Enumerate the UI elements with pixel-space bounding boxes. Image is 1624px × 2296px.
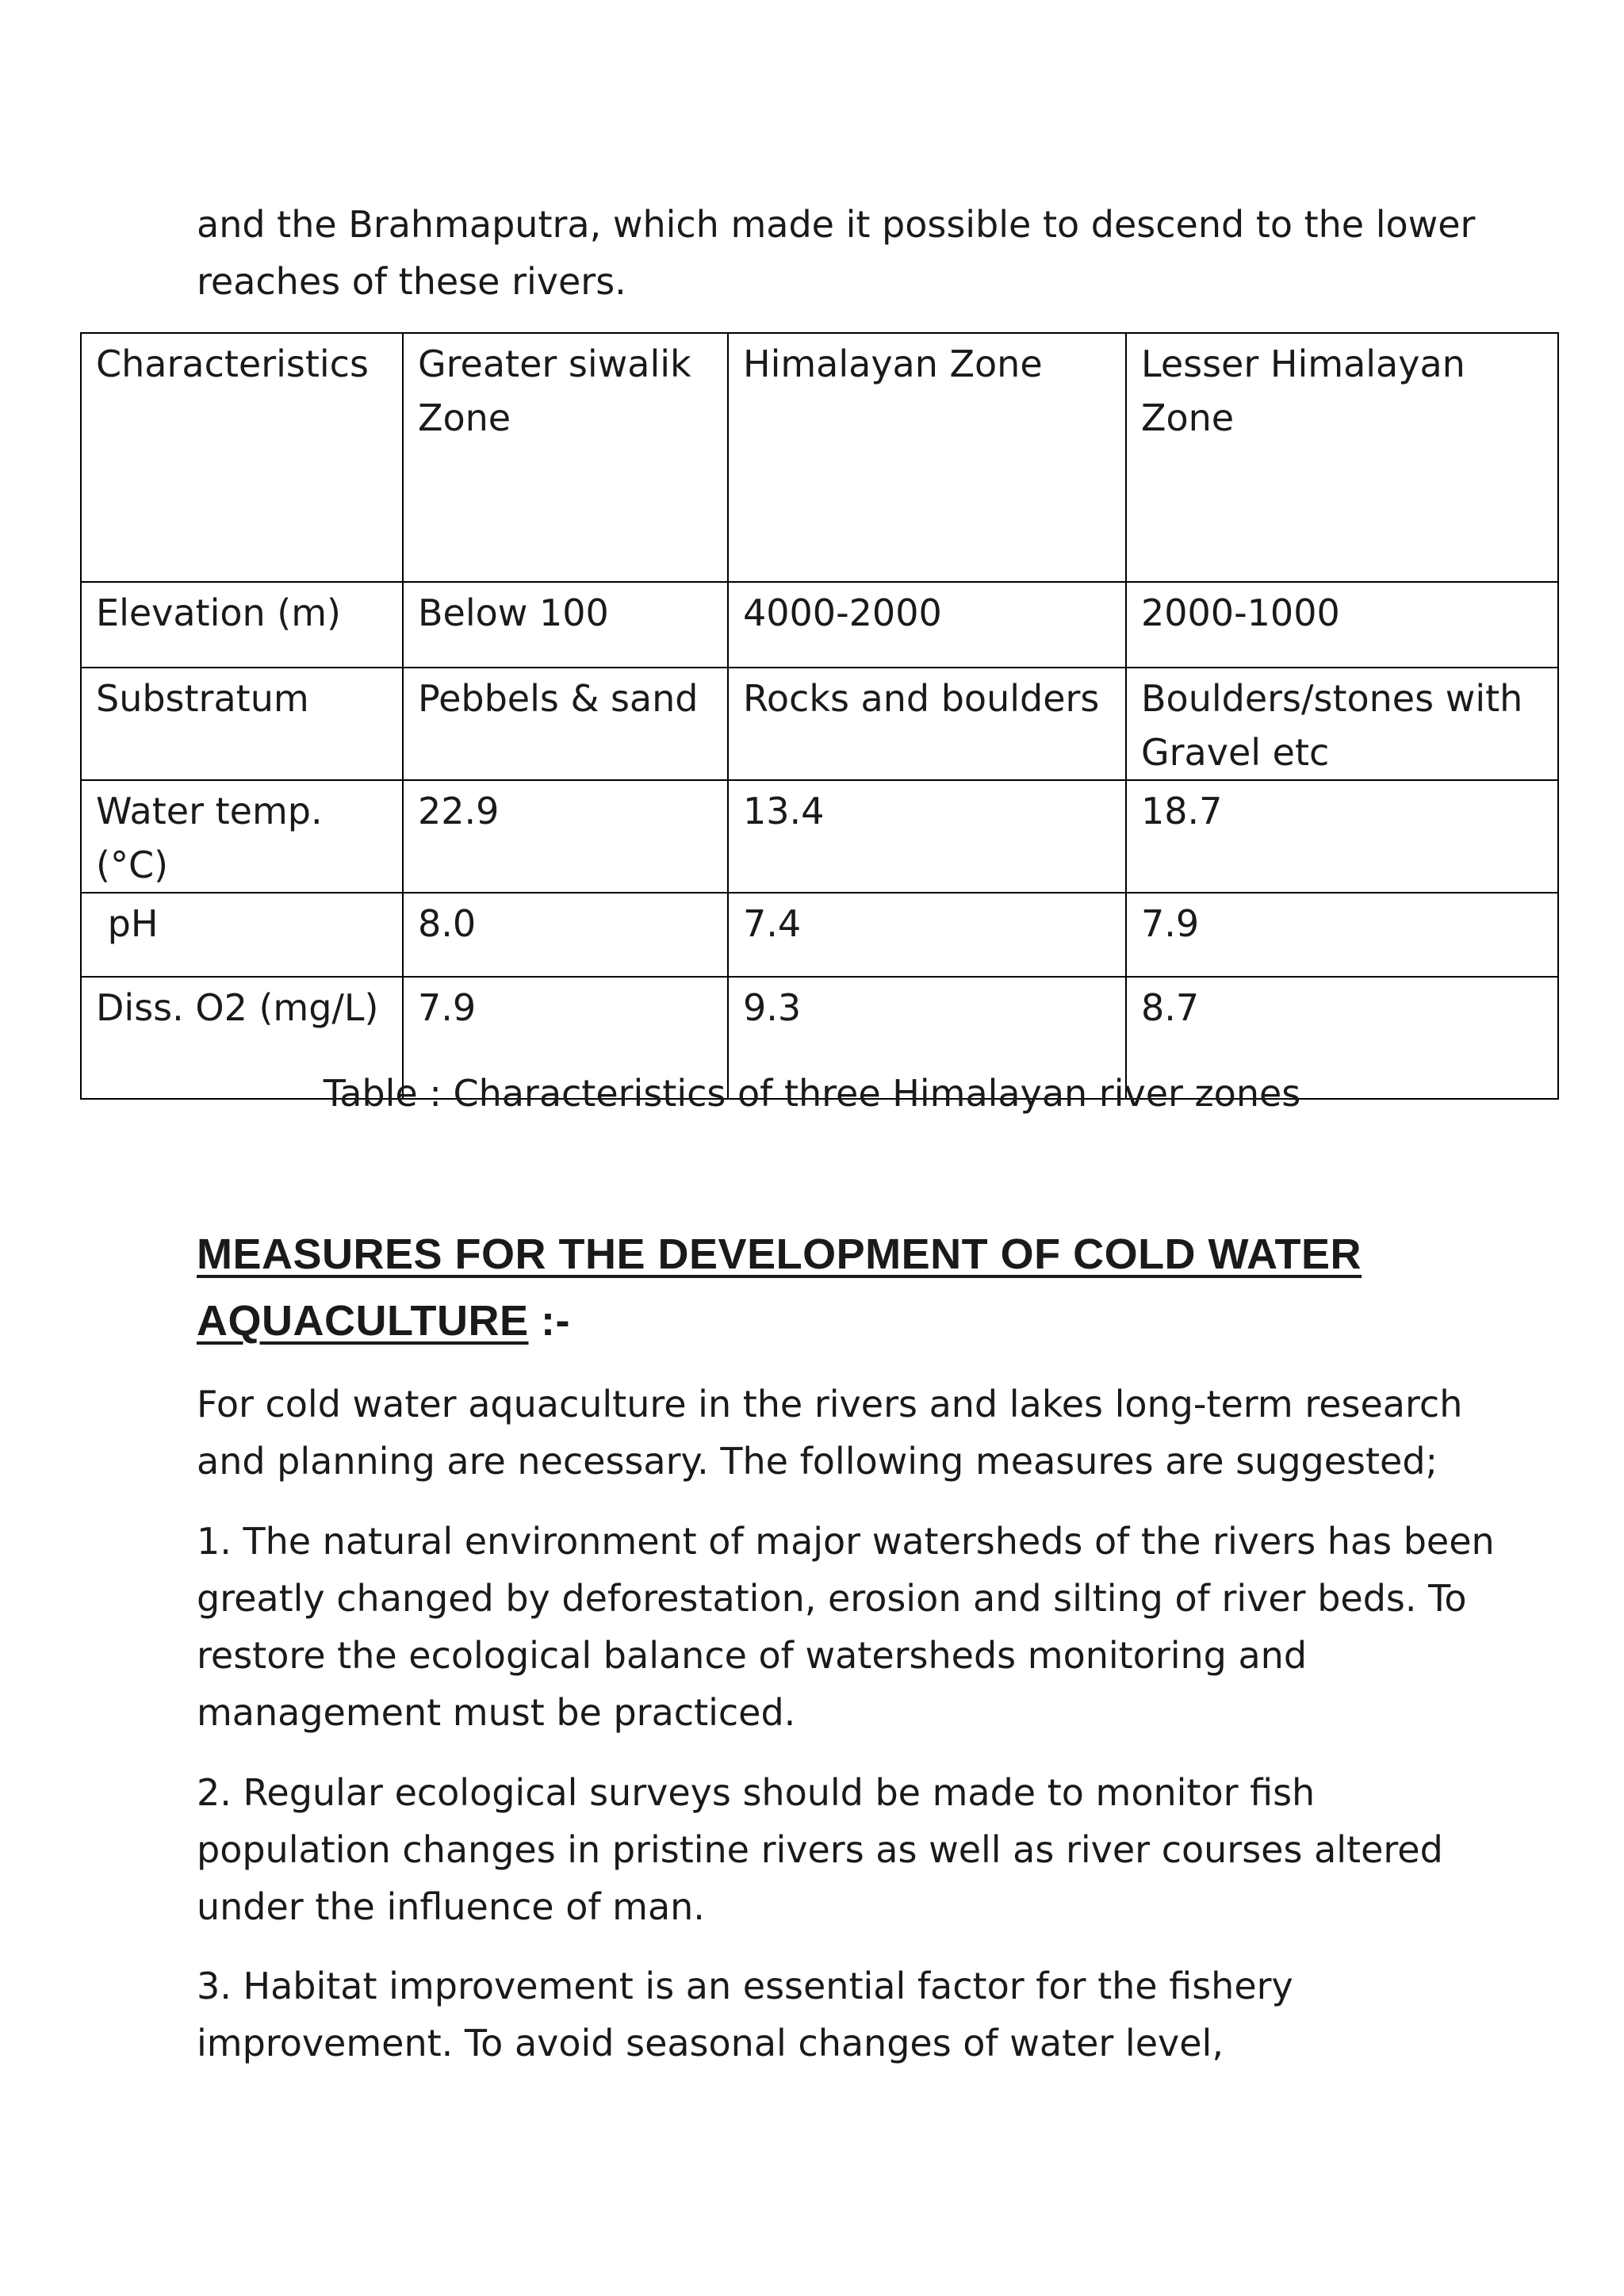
- table-cell: 2000-1000: [1126, 582, 1558, 668]
- table-cell: 4000-2000: [728, 582, 1126, 668]
- table-cell: Water temp.(°C): [81, 780, 403, 893]
- table-header-row: [81, 333, 1558, 582]
- table-cell: Substratum: [81, 668, 403, 780]
- table-row: [81, 668, 1558, 780]
- table-cell: 8.7: [1126, 977, 1558, 1099]
- table-header-cell: Characteristics: [81, 333, 403, 582]
- table-cell: 13.4: [728, 780, 1126, 893]
- table-header-cell: Greater siwalik Zone: [403, 333, 728, 582]
- section-heading-title: MEASURES FOR THE DEVELOPMENT OF COLD WATER AQUACULTURE: [197, 1230, 1362, 1345]
- table-cell: 7.9: [403, 977, 728, 1099]
- table-cell: Elevation (m): [81, 582, 403, 668]
- table-header-cell: Himalayan Zone: [728, 333, 1126, 582]
- table-header-cell: Lesser Himalayan Zone: [1126, 333, 1558, 582]
- river-zones-table: [80, 332, 1559, 1100]
- body-paragraph: 2. Regular ecological surveys should be made to monitor fish population changes in pristine rivers as well as river courses altered under the influence of man.: [197, 1771, 1443, 1928]
- table-caption: Table : Characteristics of three Himalayan river zones: [323, 1072, 1301, 1115]
- table-cell: 7.9: [1126, 893, 1558, 977]
- table-cell: pH: [81, 893, 403, 977]
- table-cell: 8.0: [403, 893, 728, 977]
- table-cell: 9.3: [728, 977, 1126, 1099]
- table-cell: 22.9: [403, 780, 728, 893]
- section-heading: [197, 1221, 1545, 1354]
- intro-paragraph: and the Brahmaputra, which made it possible to descend to the lower reaches of these rivers.: [197, 203, 1476, 303]
- table-cell: 18.7: [1126, 780, 1558, 893]
- table-row: [81, 893, 1558, 977]
- table-cell: 7.4: [728, 893, 1126, 977]
- table-cell: Below 100: [403, 582, 728, 668]
- table-cell: Boulders/stones with Gravel etc: [1126, 668, 1558, 780]
- body-paragraph: 3. Habitat improvement is an essential factor for the fishery improvement. To avoid seasonal changes of water level,: [197, 1965, 1293, 2064]
- body-paragraph: For cold water aquaculture in the rivers and lakes long-term research and planning are necessary. The following measures are suggested;: [197, 1383, 1463, 1483]
- section-heading-suffix: :-: [528, 1297, 570, 1345]
- table-cell: Diss. O2 (mg/L): [81, 977, 403, 1099]
- table-cell: Pebbels & sand: [403, 668, 728, 780]
- table-row: [81, 582, 1558, 668]
- table-cell: Rocks and boulders: [728, 668, 1126, 780]
- body-paragraph: 1. The natural environment of major watersheds of the rivers has been greatly changed by deforestation, erosion and silting of river beds. To restore the ecological balance of watersheds monitoring and management must be practiced.: [197, 1520, 1495, 1734]
- table-row: [81, 780, 1558, 893]
